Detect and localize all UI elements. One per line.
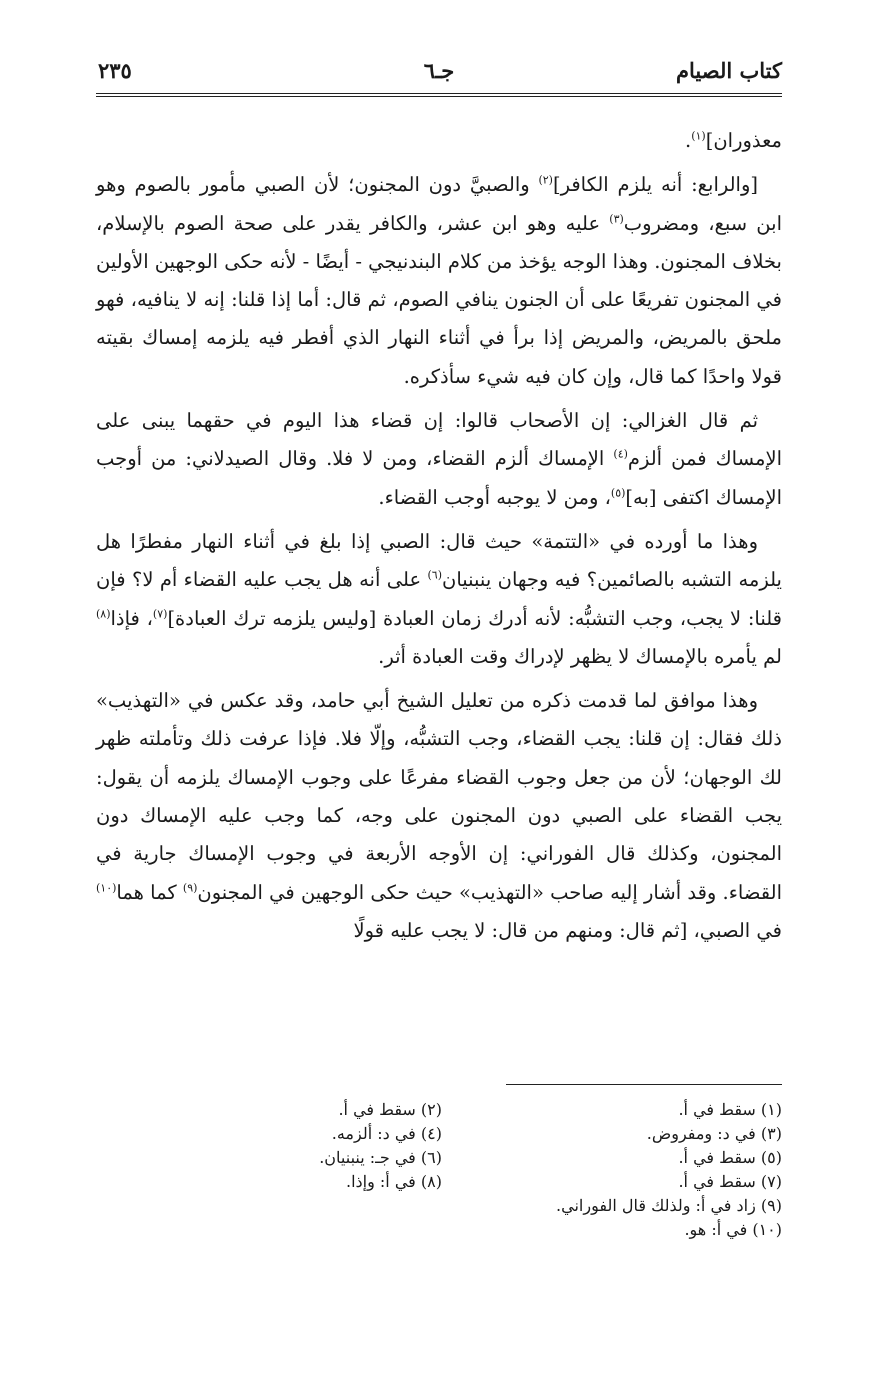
footnote-ref: (٢): [538, 173, 553, 187]
paragraph-3: ثم قال الغزالي: إن الأصحاب قالوا: إن قضاء هذا اليوم في حقهما يبنى على الإمساك فمن ألزم$^{(٤)}$ الإمساك ألزم القضاء، ومن لا فلا. وقال الصيدلاني: من أوجب الإمساك اكتفى [به]$^{(٥)}$، ومن لا يوجبه أوجب القضاء.: [96, 409, 782, 509]
running-header: [96, 58, 782, 90]
footnote-ref: (٧): [152, 607, 168, 621]
page-number: ٢٣٥: [98, 58, 132, 83]
header-volume: جـ٦: [423, 58, 455, 83]
footnote-ref: (٤): [613, 447, 628, 461]
footnote-item: (٧) سقط في أ.: [678, 1172, 782, 1191]
footnote-item: (٢) سقط في أ.: [338, 1100, 442, 1119]
footnote-item: (١٠) في أ: هو.: [684, 1220, 782, 1239]
paragraph-5: وهذا موافق لما قدمت ذكره من تعليل الشيخ أبي حامد، وقد عكس في «التهذيب» ذلك فقال: إن قلنا: يجب القضاء، وجب التشبُّه، وإلّا فلا. فإذا عرفت ذلك وتأملته ظهر لك الوجهان؛ لأن من جعل وجوب القضاء مفرعًا على وجوب الإمساك يلزمه أن يقول: يجب القضاء على الصبي دون المجنون على وجه، كما وجب عليه الإمساك دون المجنون، وكذلك قال الفوراني: إن الأوجه الأربعة في وجوب الإمساك جارية في القضاء. وقد أشار إليه صاحب «التهذيب» حيث حكى الوجهين في المجنون$^{(٩)}$ كما هما$^{(١٠)}$ في الصبي، [ثم قال: ومنهم من قال: لا يجب عليه قولًا: [96, 689, 782, 942]
footnote-item: (٤) في د: ألزمه.: [331, 1124, 442, 1143]
footnote-ref: (٥): [610, 486, 626, 500]
paragraph-2: [والرابع: أنه يلزم الكافر]$^{(٢)}$ والصبيَّ دون المجنون؛ لأن الصبي مأمور بالصوم وهو ابن سبع، ومضروب$^{(٣)}$ عليه وهو ابن عشر، والكافر يقدر على صحة الصوم بالإسلام، بخلاف المجنون. وهذا الوجه يؤخذ من كلام البندنيجي - أيضًا - لأنه حكى الوجهين الأولين في المجنون تفريعًا على أن الجنون ينافي الصوم، ثم قال: أما إذا قلنا: إنه لا ينافيه، فهو ملحق بالمريض، والمريض إذا برأ في أثناء النهار الذي أفطر فيه يلزمه إمساك بقيته قولا واحدًا كما قال، وإن كان فيه شيء سأذكره.: [95, 173, 782, 388]
footnote-item: (٥) سقط في أ.: [678, 1148, 782, 1167]
header-book-title: كتاب الصيام: [676, 58, 782, 83]
footnote-ref: (١): [691, 129, 706, 143]
footnote-ref: (٩): [182, 881, 198, 895]
footnote-item: (٦) في جـ: ينبنيان.: [319, 1148, 442, 1167]
footnote-ref: (٣): [609, 212, 624, 226]
paragraph-4: وهذا ما أورده في «التتمة» حيث قال: الصبي إذا بلغ في أثناء النهار مفطرًا هل يلزمه التشبه بالصائمين؟ فيه وجهان ينبنيان$^{(٦)}$ على أنه هل يجب عليه القضاء أم لا؟ فإن قلنا: لا يجب، وجب التشبُّه: لأنه أدرك زمان العبادة [وليس يلزمه ترك العبادة]$^{(٧)}$، فإذا$^{(٨)}$ لم يأمره بالإمساك لا يظهر لإدراك وقت العبادة أثر.: [96, 529, 783, 668]
footnote-row: [96, 1146, 782, 1170]
footnote-row: [96, 1194, 782, 1218]
header-double-rule: [96, 93, 782, 97]
footnote-row: [96, 1098, 782, 1122]
footnote-separator: [506, 1084, 782, 1085]
footnote-ref: (٨): [96, 607, 111, 621]
footnote-row: [96, 1218, 782, 1242]
main-text: [96, 122, 782, 950]
paragraph-1: معذوران]$^{(١)}$.: [685, 129, 782, 152]
footnote-item: (٣) في د: ومفروض.: [646, 1124, 782, 1143]
footnote-item: (٨) في أ: وإذا.: [346, 1172, 442, 1191]
footnote-ref: (١٠): [96, 881, 117, 895]
footnote-ref: (٦): [427, 568, 443, 582]
footnote-row: [96, 1170, 782, 1194]
footnote-item: (٩) زاد في أ: ولذلك قال الفوراني.: [556, 1196, 782, 1215]
footnote-row: [96, 1122, 782, 1146]
footnote-item: (١) سقط في أ.: [678, 1100, 782, 1119]
footnotes: [96, 1098, 782, 1242]
